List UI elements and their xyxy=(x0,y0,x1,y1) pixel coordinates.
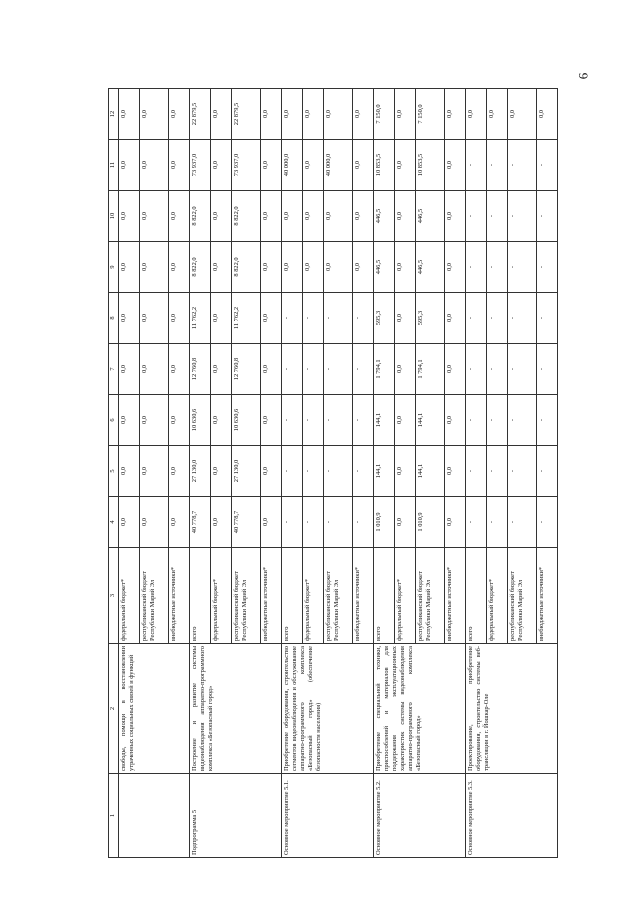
value-cell: 0,0 xyxy=(119,89,140,140)
value-cell: - xyxy=(508,293,537,344)
value-cell: 0,0 xyxy=(537,89,558,140)
value-cell: - xyxy=(487,140,508,191)
value-cell: 0,0 xyxy=(140,344,169,395)
value-cell: 22 879,5 xyxy=(232,89,261,140)
value-cell: 10 853,5 xyxy=(374,140,395,191)
funding-source-cell: всего xyxy=(190,548,211,644)
value-cell: 0,0 xyxy=(303,242,324,293)
value-cell: 0,0 xyxy=(119,344,140,395)
column-header: 5 xyxy=(109,446,119,497)
value-cell: 0,0 xyxy=(261,140,282,191)
value-cell: 595,3 xyxy=(416,293,445,344)
value-cell: - xyxy=(466,140,487,191)
value-cell: 0,0 xyxy=(119,446,140,497)
value-cell: 0,0 xyxy=(303,140,324,191)
value-cell: - xyxy=(487,344,508,395)
value-cell: - xyxy=(508,395,537,446)
funding-source-cell: всего xyxy=(466,548,487,644)
value-cell: - xyxy=(508,242,537,293)
value-cell: 446,5 xyxy=(374,242,395,293)
value-cell: - xyxy=(537,293,558,344)
value-cell: 8 822,0 xyxy=(232,242,261,293)
table-row xyxy=(119,89,140,858)
table-row xyxy=(374,89,395,858)
value-cell: - xyxy=(508,497,537,548)
funding-source-cell: всего xyxy=(282,548,303,644)
table-body xyxy=(119,89,558,858)
value-cell: - xyxy=(353,344,374,395)
value-cell: - xyxy=(508,140,537,191)
value-cell: 0,0 xyxy=(353,89,374,140)
funding-source-cell: федеральный бюджет* xyxy=(303,548,324,644)
value-cell: 0,0 xyxy=(211,293,232,344)
value-cell: 0,0 xyxy=(211,395,232,446)
value-cell: - xyxy=(508,446,537,497)
value-cell: 0,0 xyxy=(395,344,416,395)
column-header: 12 xyxy=(109,89,119,140)
value-cell: - xyxy=(466,242,487,293)
value-cell: 0,0 xyxy=(324,191,353,242)
value-cell: 27 130,0 xyxy=(232,446,261,497)
value-cell: 0,0 xyxy=(211,89,232,140)
value-cell: 0,0 xyxy=(169,446,190,497)
value-cell: 0,0 xyxy=(282,89,303,140)
value-cell: - xyxy=(353,497,374,548)
value-cell: - xyxy=(466,446,487,497)
value-cell: - xyxy=(324,446,353,497)
value-cell: 22 879,5 xyxy=(190,89,211,140)
value-cell: 0,0 xyxy=(353,191,374,242)
value-cell: 1 794,1 xyxy=(374,344,395,395)
value-cell: 0,0 xyxy=(169,242,190,293)
value-cell: - xyxy=(537,242,558,293)
value-cell: 446,5 xyxy=(416,191,445,242)
funding-source-cell: федеральный бюджет* xyxy=(395,548,416,644)
table-row xyxy=(282,89,303,858)
value-cell: 0,0 xyxy=(169,89,190,140)
value-cell: 0,0 xyxy=(169,344,190,395)
value-cell: 0,0 xyxy=(261,89,282,140)
value-cell: 27 130,0 xyxy=(190,446,211,497)
value-cell: 0,0 xyxy=(445,140,466,191)
value-cell: - xyxy=(508,191,537,242)
value-cell: 0,0 xyxy=(119,140,140,191)
value-cell: 595,3 xyxy=(374,293,395,344)
value-cell: - xyxy=(537,140,558,191)
value-cell: 0,0 xyxy=(211,242,232,293)
funding-source-cell: республиканский бюджет Республики Марий Эл xyxy=(232,548,261,644)
value-cell: 446,5 xyxy=(374,191,395,242)
value-cell: 0,0 xyxy=(261,191,282,242)
value-cell: 73 937,0 xyxy=(232,140,261,191)
value-cell: 1 794,1 xyxy=(416,344,445,395)
value-cell: 7 150,0 xyxy=(374,89,395,140)
value-cell: 0,0 xyxy=(261,242,282,293)
column-header: 8 xyxy=(109,293,119,344)
column-header: 3 xyxy=(109,548,119,644)
value-cell: 0,0 xyxy=(261,293,282,344)
value-cell: 144,1 xyxy=(416,446,445,497)
value-cell: 0,0 xyxy=(169,395,190,446)
value-cell: 0,0 xyxy=(466,89,487,140)
column-header: 7 xyxy=(109,344,119,395)
value-cell: 0,0 xyxy=(119,497,140,548)
value-cell: 0,0 xyxy=(211,497,232,548)
program-description-cell: Проектирование, приобретение оборудования, строительство системы веб-трансляции в г. Йошкар-Оле xyxy=(466,644,558,774)
value-cell: - xyxy=(324,344,353,395)
funding-source-cell: республиканский бюджет Республики Марий Эл xyxy=(508,548,537,644)
value-cell: 12 760,8 xyxy=(232,344,261,395)
value-cell: 0,0 xyxy=(303,89,324,140)
value-cell: 0,0 xyxy=(395,497,416,548)
table-row xyxy=(466,89,487,858)
value-cell: - xyxy=(353,395,374,446)
value-cell: 0,0 xyxy=(119,191,140,242)
value-cell: 0,0 xyxy=(211,191,232,242)
value-cell: - xyxy=(537,191,558,242)
value-cell: 73 937,0 xyxy=(190,140,211,191)
header-row xyxy=(109,89,119,858)
value-cell: 8 822,0 xyxy=(190,242,211,293)
column-header: 10 xyxy=(109,191,119,242)
program-name-cell: Основное мероприятие 5.1. xyxy=(282,774,374,858)
value-cell: - xyxy=(466,344,487,395)
value-cell: 10 630,6 xyxy=(190,395,211,446)
column-header: 2 xyxy=(109,644,119,774)
page-number: 6 xyxy=(575,72,591,80)
value-cell: - xyxy=(537,344,558,395)
value-cell: 0,0 xyxy=(140,293,169,344)
value-cell: - xyxy=(537,395,558,446)
value-cell: 446,5 xyxy=(416,242,445,293)
value-cell: 0,0 xyxy=(324,242,353,293)
value-cell: 0,0 xyxy=(119,242,140,293)
funding-source-cell: федеральный бюджет* xyxy=(487,548,508,644)
value-cell: 0,0 xyxy=(445,344,466,395)
value-cell: 10 853,5 xyxy=(416,140,445,191)
program-name-cell xyxy=(119,774,190,858)
funding-source-cell: федеральный бюджет* xyxy=(119,548,140,644)
value-cell: 8 822,0 xyxy=(232,191,261,242)
funding-source-cell: республиканский бюджет Республики Марий Эл xyxy=(324,548,353,644)
value-cell: - xyxy=(487,446,508,497)
column-header: 11 xyxy=(109,140,119,191)
value-cell: 0,0 xyxy=(303,191,324,242)
value-cell: 0,0 xyxy=(140,446,169,497)
value-cell: 0,0 xyxy=(211,140,232,191)
value-cell: 0,0 xyxy=(395,395,416,446)
value-cell: 144,1 xyxy=(416,395,445,446)
value-cell: 10 630,6 xyxy=(232,395,261,446)
funding-source-cell: внебюджетные источники* xyxy=(353,548,374,644)
value-cell: 0,0 xyxy=(353,140,374,191)
value-cell: 0,0 xyxy=(324,89,353,140)
value-cell: - xyxy=(466,497,487,548)
funding-source-cell: внебюджетные источники* xyxy=(169,548,190,644)
value-cell: 1 010,9 xyxy=(416,497,445,548)
value-cell: 0,0 xyxy=(261,344,282,395)
value-cell: 0,0 xyxy=(445,242,466,293)
value-cell: - xyxy=(324,395,353,446)
value-cell: 8 822,0 xyxy=(190,191,211,242)
program-name-cell: Основное мероприятие 5.2. xyxy=(374,774,466,858)
value-cell: - xyxy=(282,446,303,497)
value-cell: - xyxy=(537,497,558,548)
program-description-cell: Приобретение оборудования, строительство сегментов видеонаблюдения и обслуживание аппаратно-программного комплекса «Безопасный город» (обеспечение безопасности населения) xyxy=(282,644,374,774)
value-cell: - xyxy=(324,497,353,548)
value-cell: 40 000,0 xyxy=(282,140,303,191)
value-cell: 1 010,9 xyxy=(374,497,395,548)
column-header: 4 xyxy=(109,497,119,548)
value-cell: - xyxy=(466,293,487,344)
value-cell: 0,0 xyxy=(445,89,466,140)
value-cell: - xyxy=(466,395,487,446)
rotated-table-wrapper xyxy=(108,88,590,858)
value-cell: 0,0 xyxy=(445,191,466,242)
value-cell: 0,0 xyxy=(282,191,303,242)
value-cell: 0,0 xyxy=(169,497,190,548)
value-cell: 0,0 xyxy=(445,446,466,497)
value-cell: 11 762,2 xyxy=(232,293,261,344)
value-cell: 0,0 xyxy=(508,89,537,140)
value-cell: 0,0 xyxy=(169,293,190,344)
value-cell: - xyxy=(466,191,487,242)
value-cell: 11 762,2 xyxy=(190,293,211,344)
value-cell: - xyxy=(508,344,537,395)
column-header: 1 xyxy=(109,774,119,858)
value-cell: 0,0 xyxy=(395,89,416,140)
value-cell: 0,0 xyxy=(395,293,416,344)
value-cell: 0,0 xyxy=(261,497,282,548)
value-cell: 0,0 xyxy=(395,191,416,242)
value-cell: - xyxy=(282,497,303,548)
funding-source-cell: федеральный бюджет* xyxy=(211,548,232,644)
funding-source-cell: внебюджетные источники* xyxy=(537,548,558,644)
value-cell: 0,0 xyxy=(211,344,232,395)
value-cell: 0,0 xyxy=(445,497,466,548)
value-cell: - xyxy=(537,446,558,497)
value-cell: 0,0 xyxy=(261,395,282,446)
value-cell: 0,0 xyxy=(169,191,190,242)
program-name-cell: Подпрограмма 5 xyxy=(190,774,282,858)
value-cell: - xyxy=(487,293,508,344)
value-cell: 0,0 xyxy=(119,293,140,344)
funding-source-cell: всего xyxy=(374,548,395,644)
value-cell: 40 778,7 xyxy=(232,497,261,548)
value-cell: - xyxy=(303,497,324,548)
value-cell: - xyxy=(353,446,374,497)
value-cell: 0,0 xyxy=(119,395,140,446)
column-header: 6 xyxy=(109,395,119,446)
value-cell: - xyxy=(353,293,374,344)
value-cell: 0,0 xyxy=(445,395,466,446)
budget-table xyxy=(108,88,558,858)
value-cell: - xyxy=(282,293,303,344)
funding-source-cell: внебюджетные источники* xyxy=(261,548,282,644)
table-row xyxy=(190,89,211,858)
value-cell: 12 760,8 xyxy=(190,344,211,395)
value-cell: 40 778,7 xyxy=(190,497,211,548)
value-cell: 0,0 xyxy=(211,446,232,497)
value-cell: 0,0 xyxy=(353,242,374,293)
column-header: 9 xyxy=(109,242,119,293)
value-cell: 40 000,0 xyxy=(324,140,353,191)
value-cell: 0,0 xyxy=(169,140,190,191)
program-name-cell: Основное мероприятие 5.3. xyxy=(466,774,558,858)
value-cell: - xyxy=(324,293,353,344)
value-cell: 7 150,0 xyxy=(416,89,445,140)
program-description-cell: свободы, помощи в восстановлении утраченных социальных связей и функций xyxy=(119,644,190,774)
value-cell: 0,0 xyxy=(140,89,169,140)
value-cell: 144,1 xyxy=(374,395,395,446)
value-cell: 0,0 xyxy=(140,140,169,191)
program-description-cell: Приобретение специальной техники, приспособлений и материалов для поддержания эксплуатационных характеристик системы видеонаблюдения аппаратно-программного комплекса «Безопасный город» xyxy=(374,644,466,774)
value-cell: 0,0 xyxy=(261,446,282,497)
funding-source-cell: республиканский бюджет Республики Марий Эл xyxy=(140,548,169,644)
value-cell: 0,0 xyxy=(487,89,508,140)
value-cell: - xyxy=(487,242,508,293)
value-cell: 0,0 xyxy=(282,242,303,293)
value-cell: 0,0 xyxy=(445,293,466,344)
value-cell: - xyxy=(487,191,508,242)
funding-source-cell: республиканский бюджет Республики Марий Эл xyxy=(416,548,445,644)
funding-source-cell: внебюджетные источники* xyxy=(445,548,466,644)
value-cell: - xyxy=(303,344,324,395)
program-description-cell: Построение и развитие системы видеонаблюдения аппаратно-программного комплекса «Безопасный город» xyxy=(190,644,282,774)
value-cell: 144,1 xyxy=(374,446,395,497)
value-cell: 0,0 xyxy=(140,497,169,548)
value-cell: - xyxy=(487,395,508,446)
value-cell: - xyxy=(487,497,508,548)
value-cell: - xyxy=(282,395,303,446)
value-cell: - xyxy=(282,344,303,395)
value-cell: - xyxy=(303,446,324,497)
value-cell: 0,0 xyxy=(140,191,169,242)
value-cell: - xyxy=(303,293,324,344)
value-cell: 0,0 xyxy=(395,140,416,191)
value-cell: - xyxy=(303,395,324,446)
value-cell: 0,0 xyxy=(140,395,169,446)
value-cell: 0,0 xyxy=(395,242,416,293)
value-cell: 0,0 xyxy=(395,446,416,497)
value-cell: 0,0 xyxy=(140,242,169,293)
